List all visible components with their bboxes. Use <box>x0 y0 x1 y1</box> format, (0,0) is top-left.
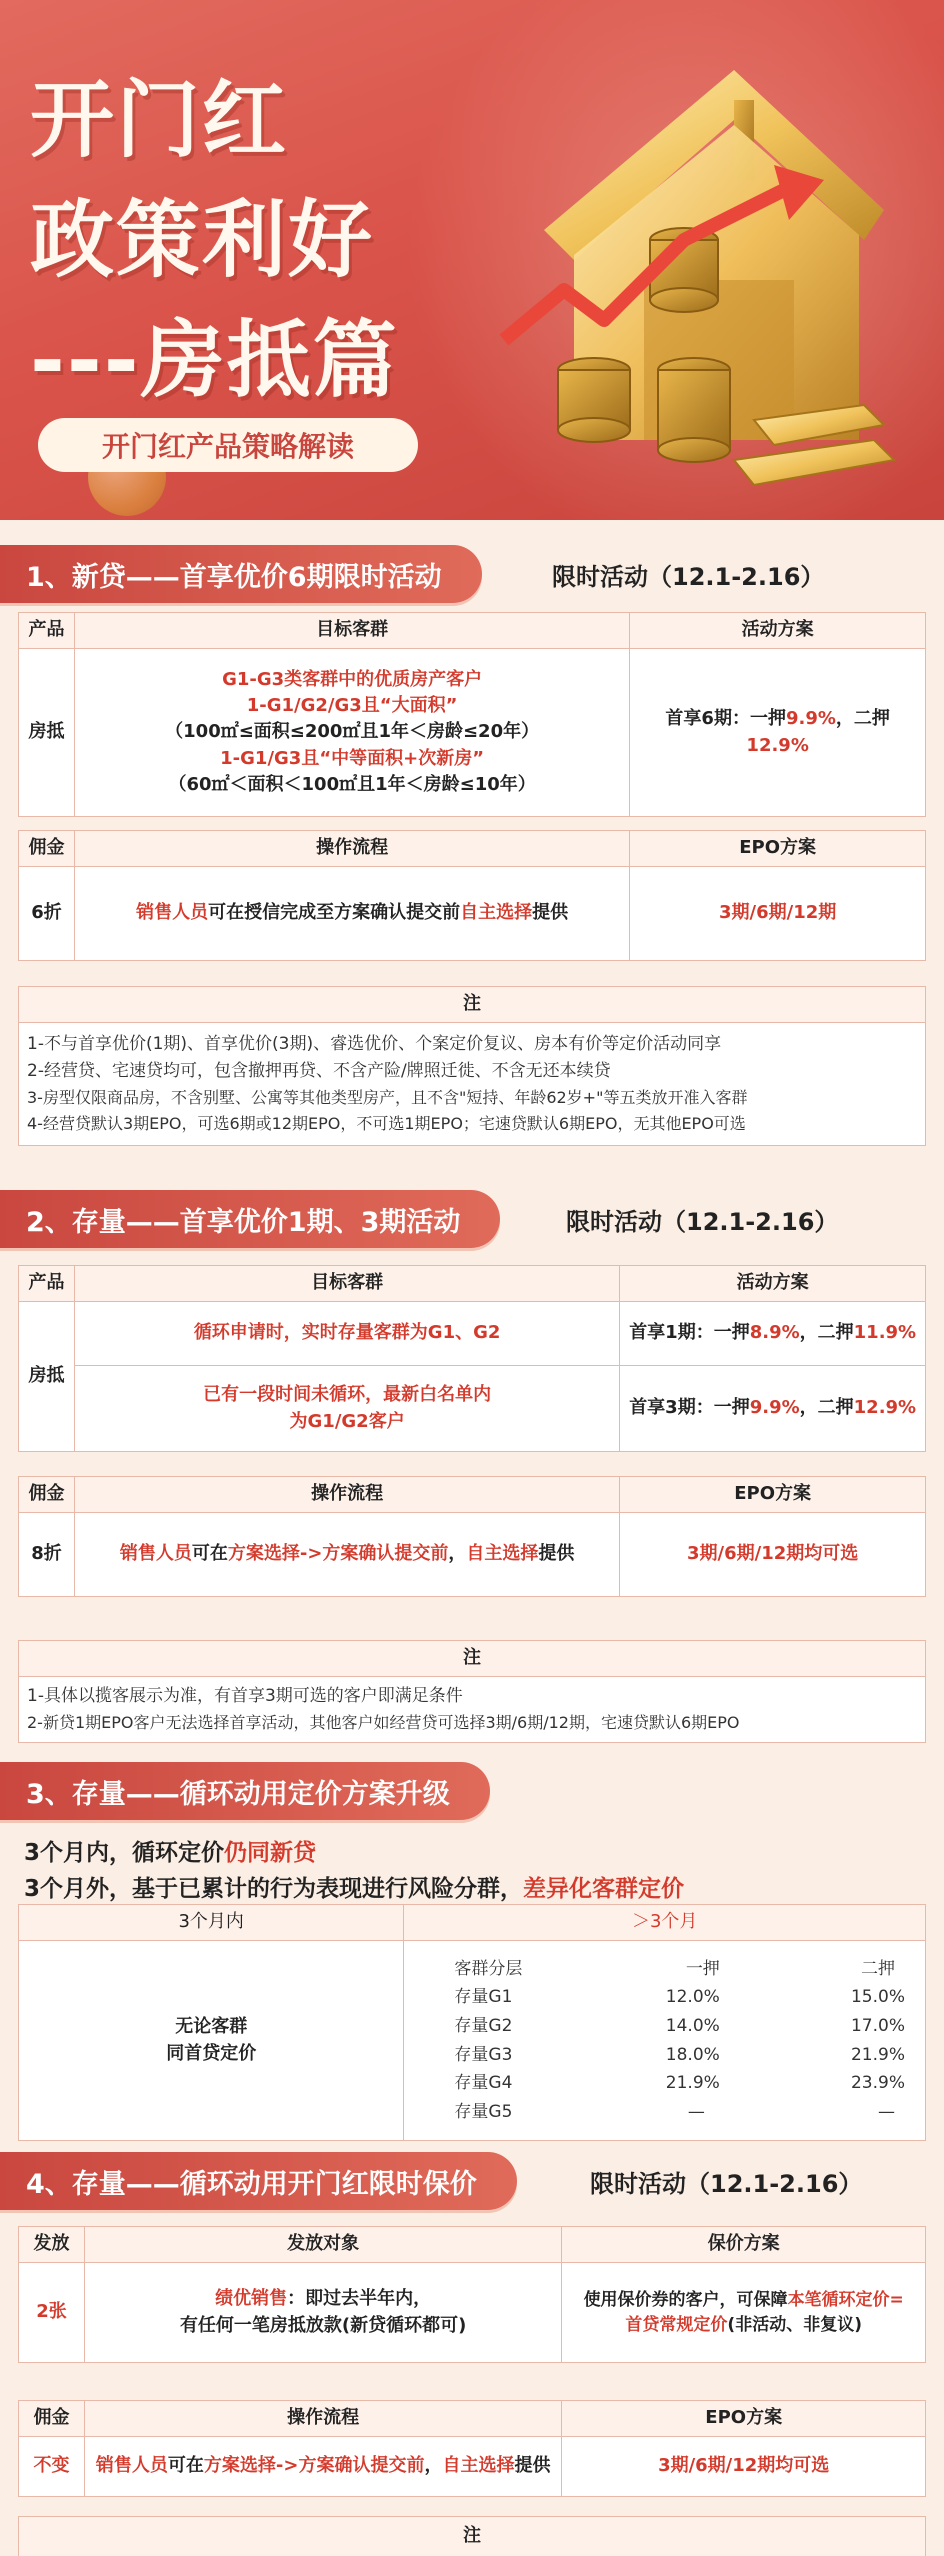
section2-title: 2、存量——首享优价1期、3期活动 <box>0 1190 500 1248</box>
col-target: 目标客群 <box>74 613 629 649</box>
section2-activity-table: 产品 目标客群 活动方案 房抵 循环申请时，实时存量客群为G1、G2 首享1期：一押8.9%，二押11.9% 已有一段时间未循环，最新白名单内 为G1/G2客户 首享3期：一押9.9%，二押12.9% <box>18 1265 926 1452</box>
commission-value: 6折 <box>19 867 75 961</box>
banner-title-line1: 开门红 <box>30 71 289 169</box>
section3-pricing-table: 3个月内 ＞3个月 无论客群 同首贷定价 客群分层 一押 二押 存量G1 12.0% 15.0% 存量G2 14.0% 17.0% 存量G3 18.0% 21.9% 存量G4 21.9% 23.9% 存量G5 — — <box>18 1904 926 2141</box>
section1-notes: 注 1-不与首享优价(1期)、首享优价(3期)、睿选优价、个案定价复议、房本有价等定价活动同享 2-经营贷、宅速贷均可，包含撤押再贷、不含产险/牌照迁徙、不含无还本续贷 3-房型仅限商品房，不含别墅、公寓等其他类型房产，且不含"短持、年龄62岁+"等五类放开准入客群 4-经营贷默认3期EPO，可选6期或12期EPO，不可选1期EPO；宅速贷默认6期EPO，无其他EPO可选 <box>18 986 926 1146</box>
banner-subtitle: 开门红产品策略解读 <box>38 418 418 472</box>
hero-banner <box>0 0 944 520</box>
col-plan: 活动方案 <box>630 613 926 649</box>
section3-intro: 3个月内，循环定价仍同新贷 3个月外，基于已累计的行为表现进行风险分群，差异化客群定价 <box>24 1840 685 1902</box>
banner-title-line3: ---房抵篇 <box>30 311 399 409</box>
section4-limit: 限时活动（12.1-2.16） <box>590 2170 863 2198</box>
section4-coupon-table: 发放 发放对象 保价方案 2张 绩优销售：即过去半年内， 有任何一笔房抵放款(新贷循环都可) 使用保价券的客户，可保障本笔循环定价= 首贷常规定价(非活动、非复议) <box>18 2226 926 2363</box>
target-cell: G1-G3类客群中的优质房产客户 1-G1/G2/G3且“大面积” （100㎡≤面积≤200㎡且1年＜房龄≤20年） 1-G1/G3且“中等面积+次新房” （60㎡＜面积＜100㎡且1年＜房龄≤10年） <box>74 649 629 817</box>
tier-row: 存量G1 12.0% 15.0% <box>454 1987 905 2008</box>
tier-row: 存量G3 18.0% 21.9% <box>454 2044 905 2065</box>
section1-limit: 限时活动（12.1-2.16） <box>552 563 825 591</box>
epo-value: 3期/6期/12期 <box>630 867 926 961</box>
target-row2: 已有一段时间未循环，最新白名单内 为G1/G2客户 <box>74 1366 619 1452</box>
note-1: 1-不与首享优价(1期)、首享优价(3期)、睿选优价、个案定价复议、房本有价等定价活动同享 <box>27 1034 722 1054</box>
section1-commission-table: 佣金 操作流程 EPO方案 6折 销售人员可在授信完成至方案确认提交前自主选择提供 3期/6期/12期 <box>18 830 926 961</box>
flow-cell: 销售人员可在授信完成至方案确认提交前自主选择提供 <box>74 867 629 961</box>
plan-cell: 首享6期：一押9.9%，二押12.9% <box>630 649 926 817</box>
section2-commission-table: 佣金 操作流程 EPO方案 8折 销售人员可在方案选择->方案确认提交前，自主选择提供 3期/6期/12期均可选 <box>18 1476 926 1597</box>
issue-count: 2张 <box>19 2263 85 2363</box>
plan-row1: 首享1期：一押8.9%，二押11.9% <box>620 1302 926 1366</box>
note-2: 2-经营贷、宅速贷均可，包含撤押再贷、不含产险/牌照迁徙、不含无还本续贷 <box>27 1061 611 1082</box>
target-row1: 循环申请时，实时存量客群为G1、G2 <box>74 1302 619 1366</box>
banner-title-line2: 政策利好 <box>30 191 375 289</box>
section1-title: 1、新贷——首享优价6期限时活动 <box>0 545 482 603</box>
note-4: 4-经营贷默认3期EPO，可选6期或12期EPO，不可选1期EPO；宅速贷默认6期EPO，无其他EPO可选 <box>27 1113 746 1133</box>
tier-pricing-table: 客群分层 一押 二押 存量G1 12.0% 15.0% 存量G2 14.0% 17.0% 存量G3 18.0% 21.9% 存量G4 21.9% 23.9% 存量G5 — — <box>414 1955 915 2127</box>
section4-notes: 注 <box>18 2516 926 2556</box>
section3-title: 3、存量——循环动用定价方案升级 <box>0 1762 490 1820</box>
section2-limit: 限时活动（12.1-2.16） <box>566 1208 839 1236</box>
tier-row: 存量G5 — — <box>454 2101 895 2122</box>
section4-commission-table: 佣金 操作流程 EPO方案 不变 销售人员可在方案选择->方案确认提交前，自主选择提供 3期/6期/12期均可选 <box>18 2400 926 2497</box>
product-cell: 房抵 <box>19 649 75 817</box>
note-3: 3-房型仅限商品房，不含别墅、公寓等其他类型房产，且不含"短持、年龄62岁+"等五类放开准入客群 <box>27 1088 748 1108</box>
section2-notes: 注 1-具体以揽客展示为准，有首享3期可选的客户即满足条件 2-新贷1期EPO客户无法选择首享活动，其他客户如经营贷可选择3期/6期/12期，宅速贷默认6期EPO <box>18 1640 926 1743</box>
within-3-months-cell: 无论客群 同首贷定价 <box>19 1941 404 2141</box>
golden-house-illustration <box>484 40 904 500</box>
tier-row: 存量G2 14.0% 17.0% <box>454 2015 905 2036</box>
tier-row: 存量G4 21.9% 23.9% <box>454 2073 905 2094</box>
col-product: 产品 <box>19 613 75 649</box>
plan-row2: 首享3期：一押9.9%，二押12.9% <box>620 1366 926 1452</box>
section1-activity-table <box>18 612 926 817</box>
section4-title: 4、存量——循环动用开门红限时保价 <box>0 2152 517 2210</box>
